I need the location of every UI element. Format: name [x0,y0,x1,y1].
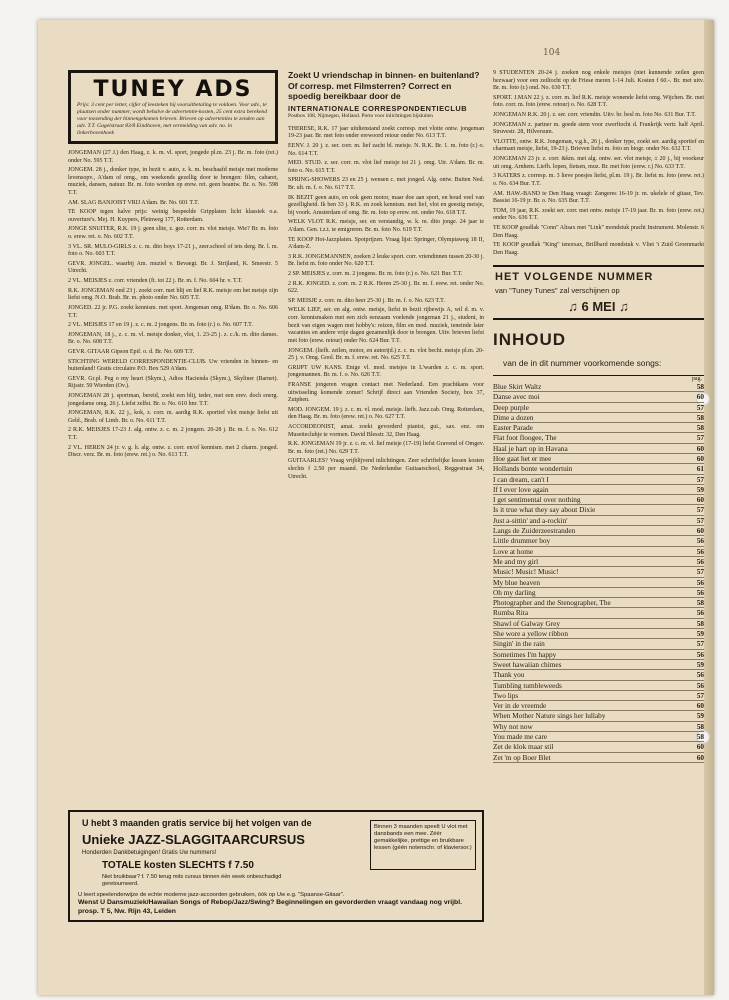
guitar-course-ad [68,810,484,922]
song-row [493,629,704,639]
next-issue-box [493,265,704,320]
song-title: If I ever love again [493,484,549,494]
classified-ad: TOM, 19 jaar, R.K. zoekt ser. corr. met ontw. meisje 17-19 jaar. Br. m. foto (erew. ret.) onder No. 636 T.T. [493,207,704,222]
song-row [493,536,704,546]
classified-ad: 2 R.K. MEISJES 17-23 J. alg. ontw. z. c. m. 2 jongem. 20-28 j. Br. m. f. o. No. 612 T.T. [68,427,278,442]
classified-ad: R.K. JONGEMAN ond 23 j. zoekt corr. met blij en lief R.K. meisje om het meisje zijn liefst omg. N.O. Brab. Br. m. photo onder No. 605 T.T. [68,287,278,302]
song-row [493,732,704,742]
classified-ad: 9 STUDENTEN 20-24 j. zoeken nog enkele meisjes (niet kunnende zeilen geen bezwaar) voor een zeiltocht op de Friese meren 1-14 Juli. Kosten f 60.-. Br. met uitv. Br. m. foto (r.) ond. No. 630 T.T. [493,70,704,92]
song-row [493,526,704,536]
song-page-number: 56 [696,649,704,659]
classified-ad: R.K. JONGEMAN 19 jr. z. c. m. vl. lief meisje (17-19) liefst Gravend of Omgev. Br. m. foto (ret.) No. 629 T.T. [288,441,484,455]
song-row [493,485,704,495]
song-row [493,753,704,763]
song-page-number: 59 [696,629,704,639]
song-page-number: 56 [696,680,704,690]
song-page-number: 56 [696,670,704,680]
song-page-number: 60 [696,752,704,762]
song-page-number: 56 [696,577,704,587]
course-ad-line1: U hebt 3 maanden gratis service bij het volgen van de [82,818,312,828]
classified-ad: THERESE, R.K. 17 jaar uitdienstand zoekt corresp. met vlotte ontw. jongeman 19-23 jaar. Br. met foto onder erewoord retour onder No. 613 T.T. [288,125,484,140]
tuney-ads-intro: Prijs: 3 cent per letter, cijfer of leesteken bij vooruitbetaling te voldoen. Voor adv., te plaatsen onder nummer, wordt behalve de advertentie-kosten, 25 cent extra berekend voor toezending der binnengekomen brieven. Brieven op advertenties te zenden aan adv. T.T. Gagelstraat 83/8 Eindhoven, met vermelding van adv. no. in linkerbovenhoek [77,102,268,136]
magazine-page [38,20,714,995]
club-address: Postbox 108, Nijmegen, Holland. Porto voor inlichtingen bijsluiten [288,113,433,120]
classified-ad: JONGEM. (liefh. zeilen, motor, en autorijd.) z. c. m. vlot becht. meisje pl.m. 20-25 j. v. Omg. Gool. Br. m. f. erew. ret. No. 625 T.T. [288,347,484,362]
classified-ad: TE KOOP tegen halve prijs: weinig bespeelde Gripplaten licht klassiek o.a. ouverture's. Mej. H. Kuypers, Pleinweg 177, Rotterdam. [68,209,278,223]
song-row [493,475,704,485]
classified-ad: TE KOOP goudlak "King" tenorsax, Brillbard mondstuk v. Vliet 't Zuid Groenmarkt Den Haag. [493,242,704,256]
classified-ad: GEVR. JONGEL. waarbij Am. muziel v. Bevaegt. Br. J. Strijland, K. Smeestr. 5 Utrecht. [68,260,278,275]
classified-ad: SP. MEISJE z. corr. m. dito heer 25-30 j. Br. m. f. o. No. 623 T.T. [288,297,445,304]
song-row [493,650,704,660]
song-row [493,681,704,691]
course-ad-price: TOTALE kosten SLECHTS f 7.50 [102,860,254,871]
song-title: Love at home [493,546,534,556]
song-row [493,701,704,711]
song-row [493,557,704,567]
song-page-number: 56 [696,556,704,566]
classified-ad: TE KOOP Hot-Jazzplaten. Spotprijzen. Vraag lijst: Springer, Olympiaweg 18 II, A'dam-Z. [288,236,484,251]
song-page-number: 57 [696,474,704,484]
song-row [493,392,704,402]
classified-list-right [493,70,704,257]
column-left [68,70,278,462]
contents-subtitle: van de in dit nummer voorkomende songs: [503,358,662,369]
song-title: Danse avec moi [493,392,540,402]
song-row [493,722,704,732]
classified-list-left [68,150,278,460]
classified-ad: 2 VL. MEISJES 17 en 19 j. z. c. m. 2 jongens. Br. m. foto (r.) o. No. 607 T.T. [68,322,253,329]
song-page-number: 60 [696,453,704,463]
song-row [493,742,704,752]
song-title: Zet de klok maar stil [493,742,554,752]
song-page-number: 60 [696,495,704,505]
classified-ad: 2 VL. MEISJES z. corr. vrienden (ft. tot 22 j. Br. m. f. No. 604 hr. v. T.T. [68,278,243,285]
song-page-number: 58 [696,412,704,422]
next-issue-title: HET VOLGENDE NUMMER [495,271,654,284]
course-ad-title: Unieke JAZZ-SLAGGITAARCURSUS [82,832,305,847]
classified-ad: JONGEM. 28 j., donker type, in bezit v. auto, z. k. m. beschaafd meisje met moderne levensopv., A'dam of omg., om weekends gezellig door te brengen: film, cabaret, muziek, dansen, natuur. Br. m. foto worden op erew. ret. geen beantw. Br. o. No. 598 T.T. [68,167,278,196]
song-title: Just a-sittin' and a-rockin' [493,515,568,525]
classified-ad: ACCORDEONIST, amat. zoekt gevorderd pianist, gui., sax. enz. om Musettecluhje te vormen. David Blesstr. 32, Den Haag. [288,424,484,438]
song-row [493,711,704,721]
song-row [493,516,704,526]
classified-ad: GUITAARLES? Vraag vrijblijvend inlichtingen. Zeer schriftelijke lessen kosten slechts f 2.50 per maand. De Nederlandse Guitaarschool, Reggestraat 34, Utrecht. [288,458,484,480]
song-title: Hollands bonte wondertuin [493,464,573,474]
song-page-number: 57 [696,402,704,412]
song-title: Ver in de vreemde [493,701,547,711]
club-name: INTERNATIONALE CORRESPONDENTIECLUB [288,104,468,114]
song-index [493,375,704,763]
song-row [493,608,704,618]
contents-header [493,320,704,369]
song-title: Hoe gaat het er mee [493,453,552,463]
song-title: Two lips [493,690,519,700]
song-row [493,639,704,649]
song-row [493,660,704,670]
classified-ad: WELK VLOT R.K. meisje, ser. en verstandig, w. k. m. dito jonge. 24 jaar te A'dam. Gen. t.z.t. te emigreren. Br. m. foto No. 619 T.T. [288,219,484,233]
classified-ad: 2 SP. MEISJES z. corr. m. 2 jongens. Br. m. foto (r.) o. No. 621 Bur. T.T. [288,271,463,278]
song-title: When Mother Nature sings her lullaby [493,711,606,721]
classified-ad: WELK LIEF, ser. en alg. ontw. meisje, liefst in bezit rijbewijs A, wil d. m. v. corr. kennismaken met een zich eenzaam voelende jongeman 21 j., student, in bezit van eigen wagen met hobby's: reizen, film en mod. muziek, teneinde later vacanties en andere vrije dagen gezamenlijk door te brengen. Uitv. brieven liefst met foto (erew. retour) onder No. 624 Bur. T.T. [288,307,484,344]
classified-ad: EENV. J. 20 j. z. ser. corr. m. lief zacht bl. meisje. N. R.K. Br. 1. m. foto (r.) o. No. 614 T.T. [288,142,484,157]
classified-ad: MOD. JONGEM. 19 j. z. c. m. vl. mod. meisje. liefh. Jazz.cab. Omg. Rotterdam, den Haag. Br. m. foto (erew. ret.) o. No. 627 T.T. [288,406,484,421]
song-title: Photographer and the Stenographer, The [493,598,611,608]
classified-ad: JONGEMAN, R.K. 22 j., kok, z. corr. m. aardig R.K. sportief vlot meisje liefst uit Geld., Brab. of Limb. Br. o. No. 611 T.T. [68,410,278,424]
song-row [493,505,704,515]
song-page-number: 61 [696,464,704,474]
song-row [493,547,704,557]
song-page-number: 58 [696,732,704,741]
song-row [493,433,704,443]
classified-ad: MED. STUD. z. ser. corr. m. vlot lief meisje tot 21 j. omg. Utr. A'dam. Br. m. foto o. No. 615 T.T. [288,160,484,174]
course-ad-line3: Honderden Dankbetuigingen! Gratis Uw nummers! [82,850,217,856]
course-ad-footer-line2: Wenst U Dansmuziek/Hawaiian Songs of Rebop/Jazz/Swing? Beginnelingen en gevorderden vraagt vandaag nog vrijbl. prosp. T 5, Nw. Rijn 43, Leiden [78,899,462,915]
song-title: Shawl of Galway Grey [493,618,561,628]
song-page-number: 58 [696,618,704,628]
club-headline: Zoekt U vriendschap in binnen- en buitenland? Of corresp. met Filmsterren? Correct en spoedig bereikbaar door de [288,70,480,102]
note-icon: ♫ [568,299,578,315]
song-title: Oh my darling [493,587,536,597]
page-edge-shadow [704,20,714,995]
song-row [493,619,704,629]
song-title: Me and my girl [493,556,539,566]
song-row [493,403,704,413]
classified-ad: GEVR. Gr.pl. Peg o my heart (Skym.), Adios Hacienda (Skym.), Skyliner (Barnet). Rijsstr. 50 Wierden (Ov.). [68,375,278,390]
song-row [493,413,704,423]
song-page-number: 56 [696,536,704,546]
song-page-number: 58 [696,381,704,391]
classified-ad: VLOTTE, ontw. R.K. Jongeman, v.g.h., 26 j., donker type, zoekt ser. aardig sportief en charmant meisje, liefst, 19-23 j. Brieven liefst m. foto en biogr. onder No. 632 T.T. [493,138,704,153]
song-row [493,598,704,608]
classified-ad: FRANSE jongeren vragen contact met Nederland. Een prachtkans voor uitwisseling komende zomer! Schrijf direct aan Vrienden Society, box 37, Zutphen. [288,381,484,404]
course-ad-footer [78,892,478,916]
song-page-number: 56 [696,546,704,556]
classified-ad: JONGE SNUITER, R.K. 19 j. geen slite, z. gez. corr. m. vlot meisje. Wie? Br. m. foto o. erew. ret. o. No. 602 T.T. [68,226,278,241]
song-title: I can dream, can't I [493,474,549,484]
song-page-number: 59 [696,659,704,669]
classified-ad: STICHTING WERELD CORRESPONDENTIE-CLUB. Uw vrienden in binnen- en buitenland! Gratis circulaire P.O. Box 529 A'dam. [68,358,278,373]
classified-ad: 2 R.K. JONGED. z. corr. m. 2 R.K. Heren 25-30 j. Br. m. f. erew. ret. onder No. 622. [288,280,484,295]
song-row [493,382,704,392]
song-page-number: 57 [696,639,704,649]
classified-ad: JONGEMAN z. partner m. goede stem voor zwerftocht d. Frankrijk vertr. half April. Struvestr. 28, Hilversum. [493,121,704,136]
song-page-number: 56 [696,587,704,597]
song-title: Flat foot floogee, The [493,433,557,443]
classified-ad: SPRING-SHOWERS 23 en 25 j. wensen c. met jonged. Alg. ontw. Buiten Ned. Br. ult. m. f. o. No. 617 T.T. [288,177,484,191]
song-page-number: 57 [696,505,704,515]
note-icon: ♫ [619,299,629,315]
song-title: Little drummer boy [493,536,551,546]
song-page-number: 58 [696,721,704,731]
classified-list-middle [288,126,484,482]
column-right [493,70,704,763]
classified-ad: 2 VL. HEREN 24 jr. v. g. h. alg. ontw. z. corr. en/of kennism. met 2 charm. jonged. Discr. verz. Br. m. foto (erew. ret.) o. No. 613 T.T. [68,444,278,459]
song-page-number: 60 [696,392,704,402]
classified-ad: SPORT. J.MAN 22 j. z. corr. m. lief R.K. meisje wonende liefst omg. Wijchen. Br. met foto. corr. m. foto (erew. retour) o. No. 628 T.T. [493,94,704,109]
song-page-number: 57 [696,433,704,443]
song-title: Zet 'm op Boer Blet [493,752,551,762]
contents-title: INHOUD [493,330,567,350]
song-row [493,578,704,588]
song-title: Rumba Rita [493,608,529,618]
course-ad-inset: Binnen 3 maanden speelt U vlot met dansbands een mee. Zéér gemakkelijke, prettige en bruikbare lessen (géén notenschr. of klaviersor.) [370,820,476,870]
song-page-number: 57 [696,567,704,577]
song-row [493,588,704,598]
song-row [493,454,704,464]
song-page-number: 58 [696,423,704,433]
song-title: Why not now [493,721,533,731]
song-page-number: 59 [696,484,704,494]
song-page-number: 57 [696,690,704,700]
classified-ad: AM. HAW.-BAND te Den Haag vraagt: Zangeres 16-19 jr. m. ukelele of gitaar, Tev. Bassist 16-19 jr. Br. o. No. 635 Bur. T.T. [493,190,704,205]
song-row [493,691,704,701]
song-title: I get sentimental over nothing [493,495,581,505]
classified-ad: 3 KATERS z. corresp. m. 3 lieve poesjes liefst, pl.m. 19 j. Br. liefst m. foto (erew. ret.) o. No. 634 Bur. T.T. [493,173,704,187]
song-title: Tumbling tumbleweeds [493,680,562,690]
classified-ad: JONGEMAN 23 jr. z. corr. &km. met alg. ontw. ser. vlot meisje, ± 20 j., bij voorkeur uit omg. Arnhem. Liefh. lopen, fietsen, muz. Br. met foto (erew. r.) No. 633 T.T. [493,156,704,170]
song-title: Sweet hawaiian chimes [493,659,562,669]
course-ad-footer-line1: U leert speelenderwijze de echte moderne jazz-accoorden gebruiken, óók op Uw e.g. "Spaanse-Gitaar". [78,892,345,898]
classified-ad: JONGEMAN (27 J.) den Haag, z. k. m. vl. sport, jongede pl.m. 23 j. Br. m. foto (ret.) onder No. 595 T.T. [68,149,278,164]
course-ad-guarantee: Niet bruikbaar? f. 7.50 terug mits cursus binnen één week onbeschadigd geretourneerd. [102,874,282,887]
song-title: Singin' in the rain [493,639,545,649]
song-title: Music! Music! Music! [493,567,559,577]
classified-ad: JONGEMAN 28 j. sportman, bereid, zoekt een blij, teder, met een erev. doch energ. jongedame omg. 26 j. Liefst zelfst. Br. o. No. 610 hnr. T.T. [68,392,278,407]
tuney-ads-box [68,70,278,144]
classified-ad: JONGEMAN, 18 j., z. c. m. vl. meisje donker, vlot, 1. 23-25 j. z. c./k. m. dito dames. Br. o. No. 608 T.T. [68,331,278,346]
song-page-number: 57 [696,515,704,525]
song-row [493,464,704,474]
song-page-number: 56 [696,608,704,618]
page-number: 104 [543,48,561,58]
classified-ad: AM. SLAG BANJOIST VRIJ A'dam. Br. No. 601 T.T. [68,199,199,206]
column-middle [288,70,484,483]
song-title: You made me care [493,732,548,741]
next-issue-date-text: 6 MEI [581,299,616,315]
song-title: She wore a yellow ribbon [493,629,568,639]
classified-ad: GEVR. GITAAR Gipson Epif. o. d. Br. No. 609 T.T. [68,348,195,355]
next-issue-subtitle: van "Tuney Tunes" zal verschijnen op [495,286,620,296]
song-page-number: 60 [696,526,704,536]
song-page-number: 60 [696,443,704,453]
song-title: Dime a dozen [493,412,534,422]
song-row [493,495,704,505]
song-title: Easter Parade [493,423,533,433]
song-title: Deep purple [493,402,529,412]
classified-ad: IK BEZIT geen auto, en ook geen motor, maar doe aan sport, en houd veel van gezelligheid. Ik ben 33 j. R.K. en zoek kennism. met lief, vlot en geestig meisje, bij voork. Amsterdam of omg. Br. m. foto op erew. ret. onder No. 618 T.T. [288,194,484,216]
classified-ad: JONGEMAN R.K. 20 j. z. ser. corr. vriendin. Uitv. br. besl m. foto No. 631 Bur. T.T. [493,112,696,119]
song-page-number: 60 [696,742,704,752]
song-row [493,423,704,433]
song-title: Haal je hart op in Havana [493,443,568,453]
song-page-number: 59 [696,711,704,721]
song-page-number: 58 [696,598,704,608]
song-list [493,382,704,763]
tuney-ads-title: TUNEY ADS [93,77,253,102]
classified-ad: JONGED. 22 jr. P.G. zoekt kennism. met sport. Jongeman omg. R'dam. Br. o. No. 606 T.T. [68,304,278,319]
song-row [493,444,704,454]
classified-ad: 3 VL. SR. MULO-GIRLS z. c. m. dito boys 17-21 j., zeer.school of iets derg. Br. l. m. foto o. No. 603 T.T. [68,243,278,258]
song-row [493,567,704,577]
next-issue-date [495,299,702,314]
song-title: Sometimes I'm happy [493,649,557,659]
song-title: Thank you [493,670,525,680]
classified-ad: 3 R.K. JONGEMANNEN, zoeken 2 leuke sport. corr. vriendinnen tussen 20-30 j. Br. liefst m. foto onder No. 620 T.T. [288,253,484,268]
song-title: Langs de Zuiderzeestranden [493,526,576,536]
song-row [493,670,704,680]
song-page-number: 60 [696,701,704,711]
classified-ad: TE KOOP goudlak "Conn" Altsax met "Link" mondstuk pracht Instrument. Molenstr. 6 Den Haag. [493,224,704,239]
song-title: Is it true what they say about Dixie [493,505,596,515]
song-title: My blue heaven [493,577,541,587]
page-column-label: pag. [691,375,702,382]
classified-ad: GRIJPT UW KANS. Enige vl. mod. meisjes in L'warden z. c. m. sport. jongemannen. Br. m. f. o. No. 626 T.T. [288,364,484,379]
song-title: Blue Skirt Waltz [493,381,542,391]
